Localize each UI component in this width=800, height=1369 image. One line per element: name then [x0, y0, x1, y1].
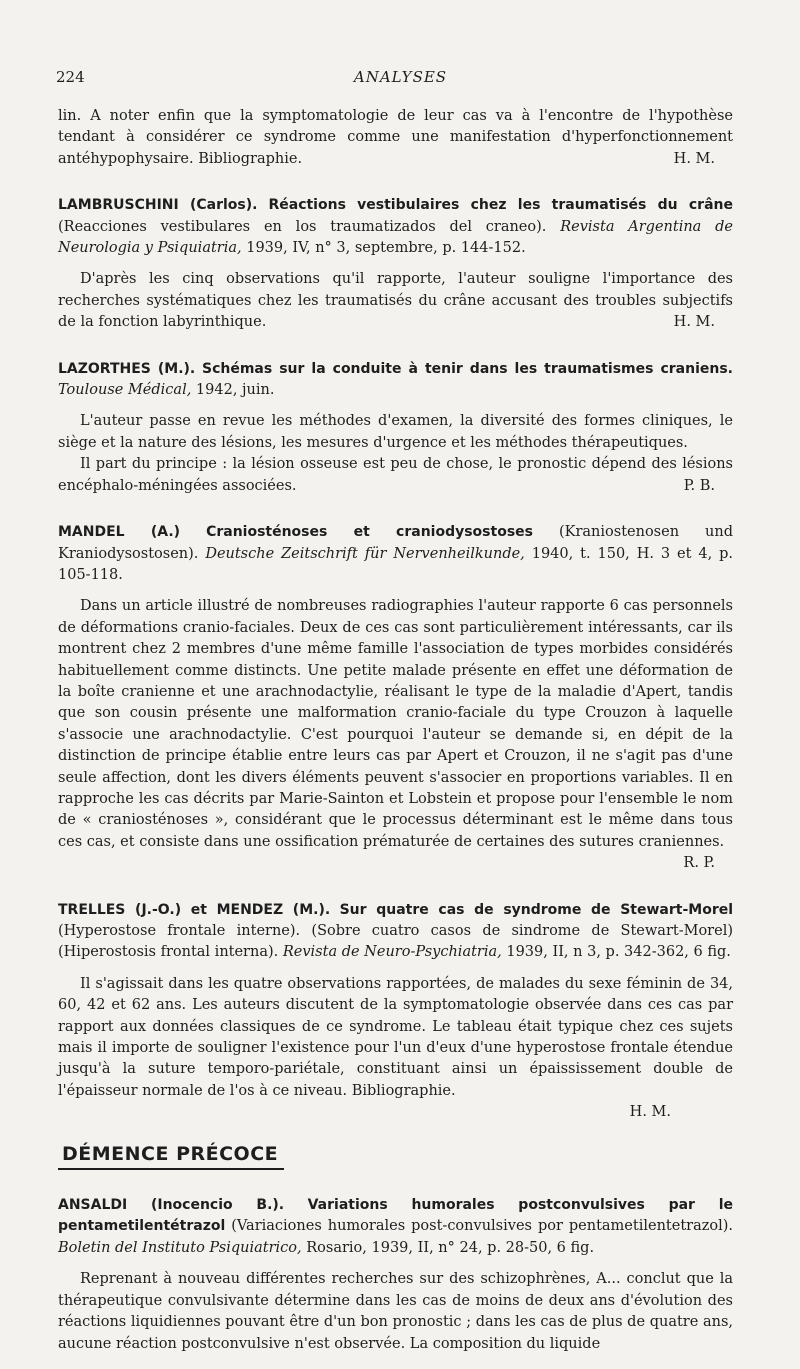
summary-text: Il s'agissait dans les quatre observations rapportées, de malades du sexe féminin de 34, 60, 42 et 62 ans. Les auteurs discutent de la symptomatologie observée dans ces cas par rapport aux données classiques de ce syndrome. Le tableau était typique chez ces sujets mais il importe de souligner l'existence pour l'un d'eux d'une hyperostose frontale étendue jusqu'à la suture temporo-pariétale, constituant ainsi un épaississement double de l'épaisseur normale de l'os à ce niveau. Bibliographie. [58, 975, 733, 1099]
entry-author: LAMBRUSCHINI (Carlos). [58, 197, 258, 214]
entry-title: Variations humorales postconvulsives par le pentametilentétrazol [58, 1197, 734, 1235]
summary-text: D'après les cinq observations qu'il rapporte, l'auteur souligne l'importance des recherches systématiques chez les traumatisés du crâne accusant des troubles subjectifs de la fonction labyrinthique. [58, 271, 733, 331]
section-heading: DÉMENCE PRÉCOCE [58, 1144, 284, 1170]
entry-journal: Revista Argentina de Neurologia y Psiquiatria, [58, 218, 734, 257]
running-title: ANALYSES [353, 68, 448, 86]
bibliographic-reference [58, 359, 733, 402]
review-entry [58, 522, 733, 875]
review-entry [58, 900, 733, 1124]
review-entry [58, 195, 733, 333]
page-content [58, 106, 733, 1355]
entry-title: Schémas sur la conduite à tenir dans les traumatismes craniens. [201, 360, 733, 377]
summary-text: L'auteur passe en revue les méthodes d'examen, la diversité des formes cliniques, le siège et la nature des lésions, les mesures d'urgence et les méthodes thérapeutiques. [58, 413, 733, 451]
bibliographic-reference [58, 1195, 733, 1259]
entry-title: Sur quatre cas de syndrome de Stewart-Morel [339, 901, 734, 918]
entry-details: 1942, juin. [191, 382, 275, 399]
review-signature: R. P. [683, 855, 715, 872]
entry-details: Rosario, 1939, II, n° 24, p. 28-50, 6 fig. [301, 1239, 595, 1256]
entry-summary [58, 454, 733, 497]
bibliographic-reference [58, 522, 733, 586]
entry-original-title: (Hyperostose frontale interne). (Sobre cuatro casos de sindrome de Stewart-Morel) (Hiperostosis frontal interna). [58, 923, 733, 961]
entry-summary [58, 596, 733, 874]
entry-details: 1939, II, n 3, p. 342-362, 6 fig. [501, 944, 731, 961]
entry-summary [58, 974, 733, 1102]
entry-title: Réactions vestibulaires chez les traumatisés du crâne [268, 197, 733, 214]
entry-journal: Revista de Neuro-Psychiatria, [282, 944, 502, 961]
carryover-paragraph [58, 106, 733, 170]
summary-text: Dans un article illustré de nombreuses radiographies l'auteur rapporte 6 cas personnels de déformations cranio-faciales. Deux de ces cas sont particulièrement intéressants, car ils montrent chez 2 membres d'une même famille l'association de types morbides considérés habituellement comme distincts. Une petite malade présente en effet une déformation de la boîte cranienne et une arachnodactylie, réalisant le type de la maladie d'Apert, tandis que son cousin présente une malformation cranio-faciale du type Crouzon à laquelle s'associe une arachnodactylie. C'est pourquoi l'auteur se demande si, en dépit de la distinction de principe établie entre leurs cas par Apert et Crouzon, il ne s'agit pas d'une seule affection, dont les divers éléments peuvent s'associer en proportions variables. Il en rapproche les cas décrits par Marie-Sainton et Lobstein et propose pour l'ensemble le nom de « craniosténoses », considérant que le processus déterminant est le même dans tous ces cas, et consiste dans une ossification prématurée de certaines des sutures craniennes. [58, 598, 733, 850]
review-signature: H. M. [629, 1104, 671, 1121]
entry-original-title: (Variaciones humorales post-convulsives por pentametilentetrazol). [225, 1218, 733, 1235]
entry-original-title: (Reacciones vestibulares en los traumatizados del craneo). [58, 218, 561, 235]
entry-summary: Reprenant à nouveau différentes recherches sur des schizophrènes, A... conclut que la thérapeutique convulsivante détermine dans les cas de moins de deux ans d'évolution des réactions liquidiennes pouvant être d'un bon pronostic ; dans les cas de plus de quatre ans, aucune réaction postconvulsive n'est observée. La composition du liquide [58, 1271, 733, 1352]
page-number: 224 [56, 68, 85, 86]
entry-summary [58, 411, 733, 454]
entry-journal: Toulouse Médical, [58, 382, 192, 399]
bibliographic-reference [58, 195, 733, 259]
entry-original-title: (Kraniostenosen und Kraniodysostosen). [58, 524, 733, 562]
entry-author: MANDEL (A.) [58, 524, 181, 541]
entry-author: LAZORTHES (M.). [58, 360, 196, 377]
entry-summary [58, 269, 733, 333]
summary-text: Il part du principe : la lésion osseuse est peu de chose, le pronostic dépend des lésions encéphalo-méningées associées. [58, 456, 733, 494]
review-signature: H. M. [673, 314, 715, 331]
entry-journal: Boletin del Instituto Psiquiatrico, [58, 1239, 302, 1256]
carryover-text: lin. A noter enfin que la symptomatologie de leur cas va à l'encontre de l'hypothèse tendant à considérer ce syndrome comme une manifestation d'hyperfonctionnement antéhypophysaire. Bibliographie. [58, 108, 733, 167]
entry-journal: Deutsche Zeitschrift für Nervenheilkunde, [205, 545, 525, 562]
entry-author: TRELLES (J.-O.) et MENDEZ (M.). [58, 901, 331, 918]
bibliographic-reference [58, 900, 733, 964]
entry-author: ANSALDI (Inocencio B.). [58, 1197, 285, 1214]
entry-details: 1939, IV, n° 3, septembre, p. 144-152. [241, 240, 526, 257]
entry-title: Craniosténoses et craniodysostoses [206, 524, 533, 541]
review-signature: P. B. [683, 477, 715, 494]
review-entry [58, 359, 733, 497]
review-signature: H. M. [673, 150, 715, 167]
running-header [56, 68, 745, 90]
entry-details: 1940, t. 150, H. 3 et 4, p. 105-118. [58, 545, 734, 583]
review-entry [58, 1195, 733, 1355]
